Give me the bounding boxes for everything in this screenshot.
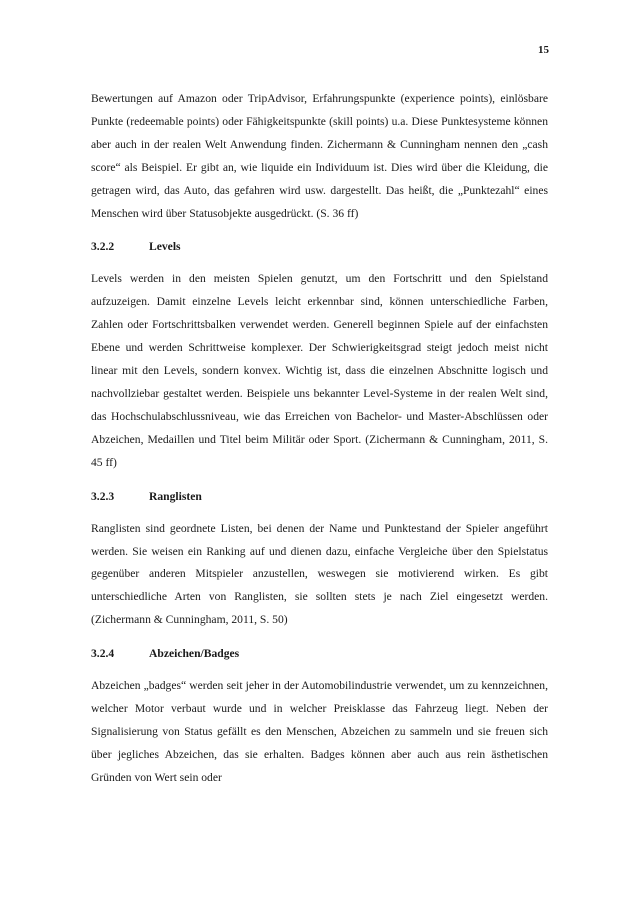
section-title: Abzeichen/Badges [149,647,240,661]
page-number: 15 [538,44,549,56]
paragraph-points: Bewertungen auf Amazon oder TripAdvisor, Erfahrungspunkte (experience points), einlösbare Punkte (redeemable points) oder Fähigkeitspunkte (skill points) u.a. Diese Punktesysteme können aber auch in der realen Welt Anwendung finden. Zichermann & Cunningham nennen den „cash score“ als Beispiel. Er gibt an, wie liquide ein Individuum ist. Dies wird über die Kleidung, die getragen wird, das Auto, das gefahren wird usw. dargestellt. Das heißt, die „Punktezahl“ eines Menschen wird über Statusobjekte ausgedrückt. (S. 36 ff) [91,92,548,220]
section-heading-levels [91,239,548,255]
paragraph-ranglisten: Ranglisten sind geordnete Listen, bei denen der Name und Punktestand der Spieler angeführt werden. Sie weisen ein Ranking auf und dienen dazu, einfache Vergleiche über den Spielstatus gegenüber anderen Mitspieler anzustellen, weswegen sie motivierend wirken. Es gibt unterschiedliche Arten von Ranglisten, sie sollten stets je nach Ziel eingesetzt werden. (Zichermann & Cunningham, 2011, S. 50) [91,521,548,627]
section-title: Ranglisten [149,489,202,503]
paragraph-badges: Abzeichen „badges“ werden seit jeher in der Automobilindustrie verwendet, um zu kennzeichnen, welcher Motor verbaut wurde und in welcher Preisklasse das Fahrzeug liegt. Neben der Signalisierung von Status gefällt es den Menschen, Abzeichen zu sammeln und sie freuen sich über jegliches Abzeichen, das sie erhalten. Badges können aber auch aus rein ästhetischen Gründen von Wert sein oder [91,679,548,784]
section-heading-badges [91,646,548,662]
page-body [91,88,548,804]
section-number: 3.2.4 [91,647,115,661]
section-title: Levels [149,240,181,254]
section-heading-ranglisten [91,489,548,505]
section-number: 3.2.3 [91,489,115,503]
paragraph-levels: Levels werden in den meisten Spielen genutzt, um den Fortschritt und den Spielstand aufzuzeigen. Damit einzelne Levels leicht erkennbar sind, können unterschiedliche Farben, Zahlen oder Fortschrittsbalken verwendet werden. Generell beginnen Spiele auf der einfachsten Ebene und werden Schrittweise komplexer. Der Schwierigkeitsgrad steigt jedoch meist nicht linear mit den Levels, sondern konvex. Wichtig ist, dass die einzelnen Abschnitte logisch und nachvollziebar gestaltet werden. Beispiele uns bekannter Level-Systeme in der realen Welt sind, das Hochschulabschlussniveau, wie das Erreichen von Bachelor- und Master-Abschlüssen oder Abzeichen, Medaillen und Titel beim Militär oder Sport. (Zichermann & Cunningham, 2011, S. 45 ff) [91,272,548,469]
section-number: 3.2.2 [91,240,115,254]
